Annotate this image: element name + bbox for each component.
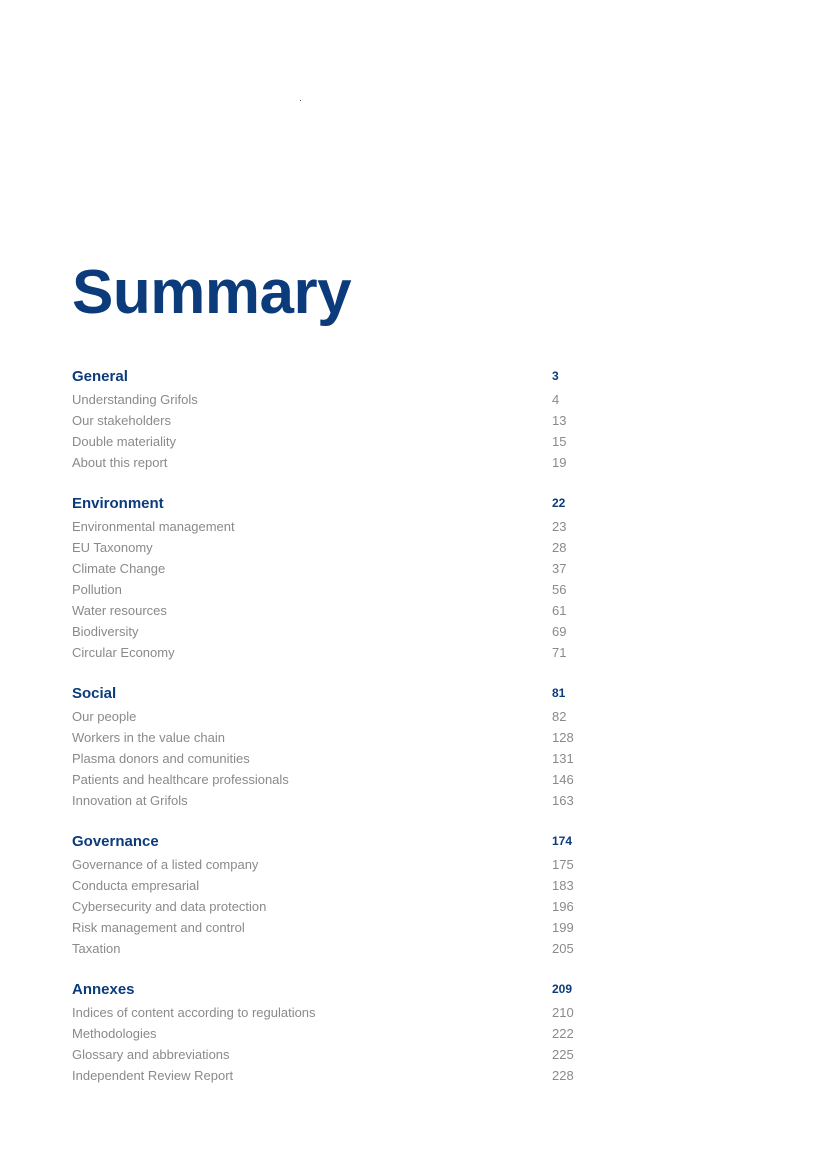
toc-entry[interactable] [72, 621, 592, 642]
section-page-number: 3 [552, 369, 559, 383]
toc-section-annexes [72, 979, 592, 1086]
toc-entry-page-number: 225 [552, 1047, 574, 1062]
toc-entry[interactable] [72, 1065, 592, 1086]
stray-dot-mark [300, 100, 301, 101]
toc-entry-label: Taxation [72, 941, 121, 956]
toc-entry-page-number: 146 [552, 772, 574, 787]
toc-entry-label: About this report [72, 455, 168, 470]
toc-entry-label: Environmental management [72, 519, 235, 534]
toc-section-heading[interactable] [72, 493, 592, 515]
toc-entry-page-number: 205 [552, 941, 574, 956]
toc-entry-label: EU Taxonomy [72, 540, 153, 555]
toc-section-heading[interactable] [72, 366, 592, 388]
toc-entry-label: Pollution [72, 582, 122, 597]
toc-entry[interactable] [72, 917, 592, 938]
section-heading-label: General [72, 368, 128, 385]
toc-entry-label: Circular Economy [72, 645, 175, 660]
toc-entry-label: Double materiality [72, 434, 177, 449]
toc-entry-page-number: 82 [552, 709, 567, 724]
section-heading-label: Governance [72, 833, 159, 850]
toc-entry-page-number: 228 [552, 1068, 574, 1083]
toc-entry-page-number: 196 [552, 899, 574, 914]
toc-entry-page-number: 199 [552, 920, 574, 935]
toc-section-general [72, 366, 592, 473]
toc-entry-page-number: 15 [552, 434, 567, 449]
toc-entry[interactable] [72, 854, 592, 875]
toc-entry-page-number: 210 [552, 1005, 574, 1020]
toc-entry-label: Water resources [72, 603, 167, 618]
toc-entry-label: Risk management and control [72, 920, 245, 935]
toc-entry-page-number: 56 [552, 582, 567, 597]
toc-entry-page-number: 183 [552, 878, 574, 893]
toc-entry[interactable] [72, 769, 592, 790]
toc-entry[interactable] [72, 706, 592, 727]
table-of-contents [72, 366, 592, 1086]
toc-entry-page-number: 28 [552, 540, 567, 555]
toc-entry[interactable] [72, 579, 592, 600]
toc-entry-label: Conducta empresarial [72, 878, 200, 893]
toc-entry[interactable] [72, 1002, 592, 1023]
toc-entry-page-number: 69 [552, 624, 567, 639]
toc-entry-label: Methodologies [72, 1026, 157, 1041]
section-heading-label: Social [72, 685, 117, 702]
toc-entry-page-number: 37 [552, 561, 567, 576]
toc-section-heading[interactable] [72, 979, 592, 1001]
section-page-number: 209 [552, 982, 573, 996]
toc-entry[interactable] [72, 790, 592, 811]
toc-entry-label: Indices of content according to regulations [72, 1005, 316, 1020]
toc-entry-page-number: 131 [552, 751, 574, 766]
toc-entry-page-number: 222 [552, 1026, 574, 1041]
toc-entry[interactable] [72, 516, 592, 537]
toc-entry-page-number: 71 [552, 645, 567, 660]
toc-entry-page-number: 4 [552, 392, 560, 407]
toc-entry-label: Independent Review Report [72, 1068, 234, 1083]
toc-entry-page-number: 61 [552, 603, 567, 618]
toc-entry[interactable] [72, 1044, 592, 1065]
toc-section-governance [72, 831, 592, 959]
toc-entry[interactable] [72, 600, 592, 621]
toc-entry[interactable] [72, 431, 592, 452]
toc-entry[interactable] [72, 389, 592, 410]
page-title: Summary [72, 258, 352, 327]
toc-section-heading[interactable] [72, 831, 592, 853]
toc-entry-label: Glossary and abbreviations [72, 1047, 230, 1062]
toc-entry-label: Understanding Grifols [72, 392, 198, 407]
toc-entry-label: Governance of a listed company [72, 857, 259, 872]
toc-entry[interactable] [72, 727, 592, 748]
toc-entry-page-number: 175 [552, 857, 574, 872]
toc-entry[interactable] [72, 875, 592, 896]
toc-entry-page-number: 19 [552, 455, 567, 470]
toc-entry-page-number: 13 [552, 413, 567, 428]
toc-entry-page-number: 163 [552, 793, 574, 808]
section-page-number: 174 [552, 834, 573, 848]
toc-section-environment [72, 493, 592, 663]
toc-entry-label: Biodiversity [72, 624, 139, 639]
toc-entry-label: Cybersecurity and data protection [72, 899, 267, 914]
toc-entry[interactable] [72, 748, 592, 769]
toc-section-social [72, 683, 592, 811]
toc-entry-label: Plasma donors and comunities [72, 751, 250, 766]
toc-entry-label: Climate Change [72, 561, 166, 576]
section-heading-label: Annexes [72, 981, 135, 998]
toc-entry-label: Innovation at Grifols [72, 793, 188, 808]
toc-entry[interactable] [72, 410, 592, 431]
toc-entry-page-number: 23 [552, 519, 567, 534]
toc-entry-label: Our people [72, 709, 137, 724]
toc-entry[interactable] [72, 642, 592, 663]
toc-entry-label: Our stakeholders [72, 413, 171, 428]
toc-section-heading[interactable] [72, 683, 592, 705]
toc-entry[interactable] [72, 558, 592, 579]
toc-entry[interactable] [72, 938, 592, 959]
section-heading-label: Environment [72, 495, 164, 512]
section-page-number: 22 [552, 496, 566, 510]
toc-entry-page-number: 128 [552, 730, 574, 745]
toc-entry-label: Workers in the value chain [72, 730, 225, 745]
section-page-number: 81 [552, 686, 566, 700]
toc-entry[interactable] [72, 452, 592, 473]
toc-entry[interactable] [72, 896, 592, 917]
toc-entry-label: Patients and healthcare professionals [72, 772, 289, 787]
toc-entry[interactable] [72, 537, 592, 558]
toc-entry[interactable] [72, 1023, 592, 1044]
